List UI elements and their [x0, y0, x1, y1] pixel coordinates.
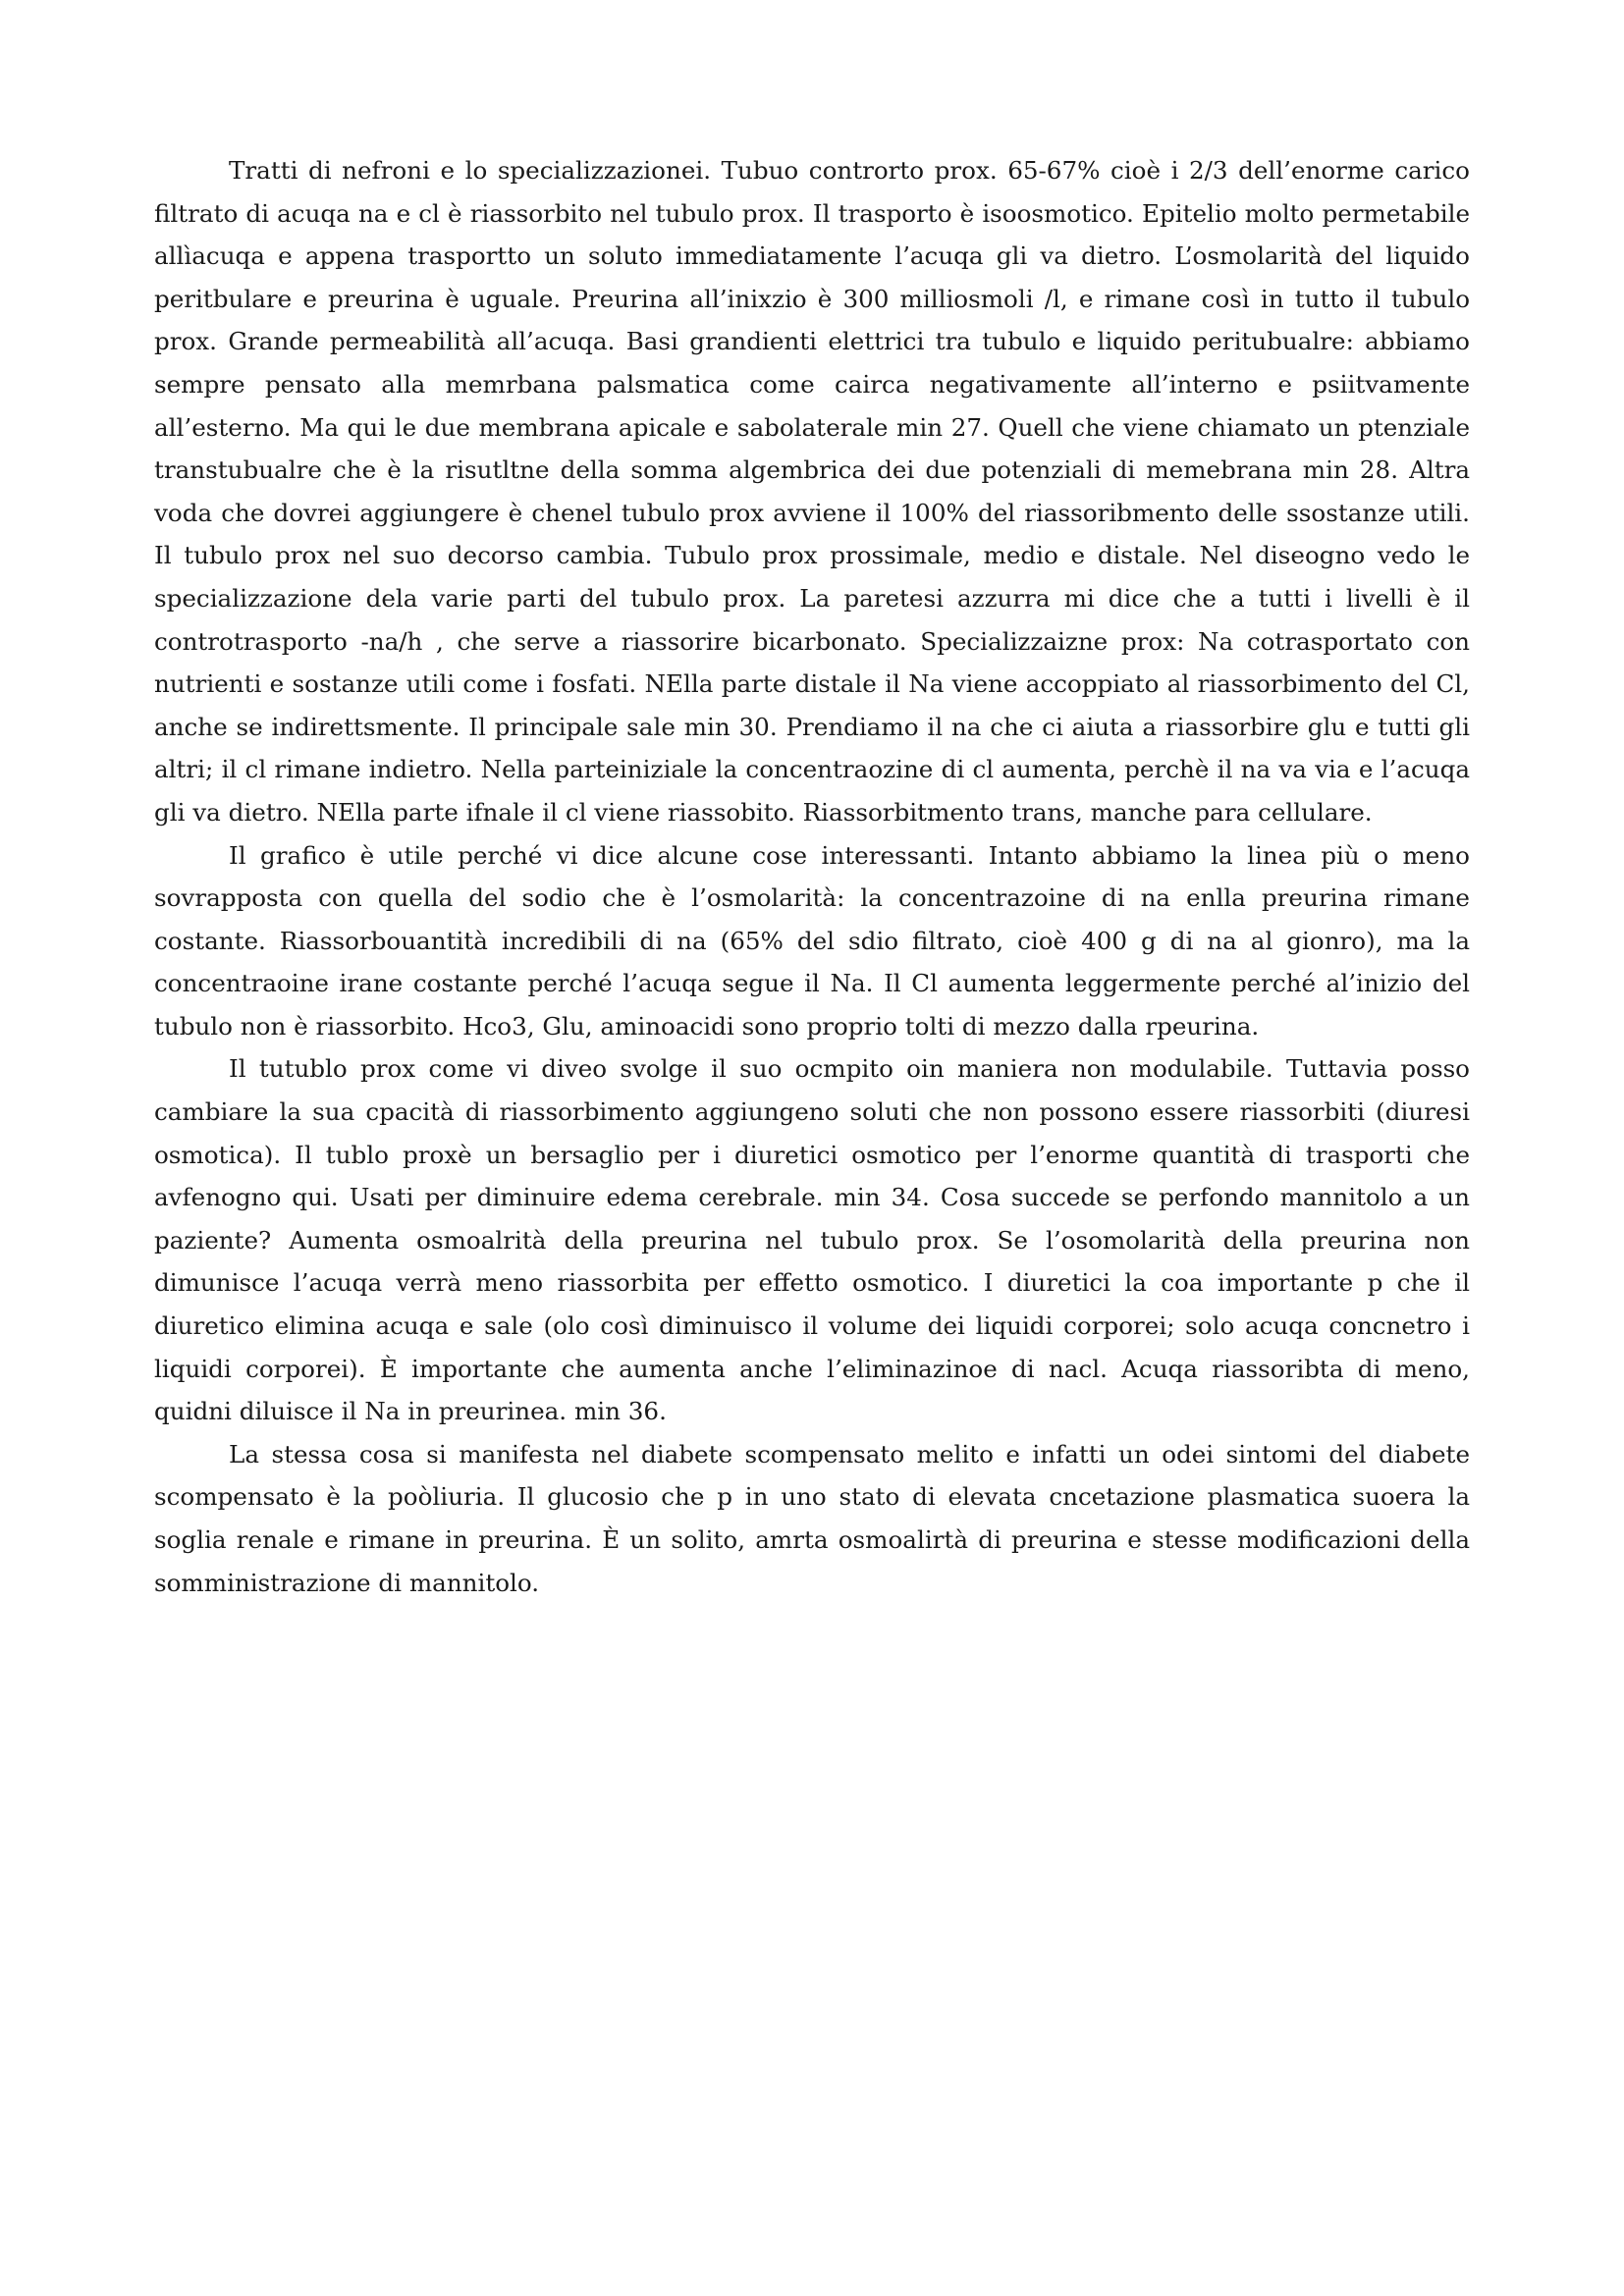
paragraph-2: Il grafico è utile perché vi dice alcune cose interessanti. Intanto abbiamo la linea più o meno sovrapposta con quella del sodio che è l’osmolarità: la concentrazoine di na enlla preurina rimane costante. Riassorbouantità incredibili di na (65% del sdio filtrato, cioè 400 g di na al gionro), ma la concentraoine irane costante perché l’acuqa segue il Na. Il Cl aumenta leggermente perché al’inizio del tubulo non è riassorbito. Hco3, Glu, aminoacidi sono proprio tolti di mezzo dalla rpeurina. — [154, 840, 1470, 1041]
document-body — [154, 149, 1470, 1604]
paragraph-3: Il tutublo prox come vi diveo svolge il suo ocmpito oin maniera non modulabile. Tuttavia posso cambiare la sua cpacità di riassorbimento aggiungeno soluti che non possono essere riassorbiti (diuresi osmotica). Il tublo proxè un bersaglio per i diuretici osmotico per l’enorme quantità di trasporti che avfenogno qui. Usati per diminuire edema cerebrale. min 34. Cosa succede se perfondo mannitolo a un paziente? Aumenta osmoalrità della preurina nel tubulo prox. Se l’osomolarità della preurina non dimunisce l’acuqa verrà meno riassorbita per effetto osmotico. I diuretici la coa importante p che il diuretico elimina acuqa e sale (olo così diminuisco il volume dei liquidi corporei; solo acuqa concnetro i liquidi corporei). È importante che aumenta anche l’eliminazinoe di nacl. Acuqa riassoribta di meno, quidni diluisce il Na in preurinea. min 36. — [154, 1054, 1470, 1426]
paragraph-4: La stessa cosa si manifesta nel diabete scompensato melito e infatti un odei sintomi del diabete scompensato è la poòliuria. Il glucosio che p in uno stato di elevata cncetazione plasmatica suoera la soglia renale e rimane in preurina. È un solito, amrta osmoalirtà di preurina e stesse modificazioni della somministrazione di mannitolo. — [154, 1439, 1470, 1597]
paragraph-1: Tratti di nefroni e lo specializzazionei. Tubuo controrto prox. 65-67% cioè i 2/3 dell’enorme carico filtrato di acuqa na e cl è riassorbito nel tubulo prox. Il trasporto è isoosmotico. Epitelio molto permetabile allìacuqa e appena trasportto un soluto immediatamente l’acuqa gli va dietro. L’osmolarità del liquido peritbulare e preurina è uguale. Preurina all’inixzio è 300 milliosmoli /l, e rimane così in tutto il tubulo prox. Grande permeabilità all’acuqa. Basi grandienti elettrici tra tubulo e liquido peritubualre: abbiamo sempre pensato alla memrbana palsmatica come cairca negativamente all’interno e psiitvamente all’esterno. Ma qui le due membrana apicale e sabolaterale min 27. Quell che viene chiamato un ptenziale transtubualre che è la risutltne della somma algembrica dei due potenziali di memebrana min 28. Altra voda che dovrei aggiungere è chenel tubulo prox avviene il 100% del riassoribmento delle ssostanze utili. Il tubulo prox nel suo decorso cambia. Tubulo prox prossimale, medio e distale. Nel diseogno vedo le specializzazione dela varie parti del tubulo prox. La paretesi azzurra mi dice che a tutti i livelli è il controtrasporto -na/h , che serve a riassorire bicarbonato. Specializzaizne prox: Na cotrasportato con nutrienti e sostanze utili come i fosfati. NElla parte distale il Na viene accoppiato al riassorbimento del Cl, anche se indirettsmente. Il principale sale min 30. Prendiamo il na che ci aiuta a riassorbire glu e tutti gli altri; il cl rimane indietro. Nella parteiniziale la concentraozine di cl aumenta, perchè il na va via e l’acuqa gli va dietro. NElla parte ifnale il cl viene riassobito. Riassorbitmento trans, manche para cellulare. — [154, 156, 1470, 827]
